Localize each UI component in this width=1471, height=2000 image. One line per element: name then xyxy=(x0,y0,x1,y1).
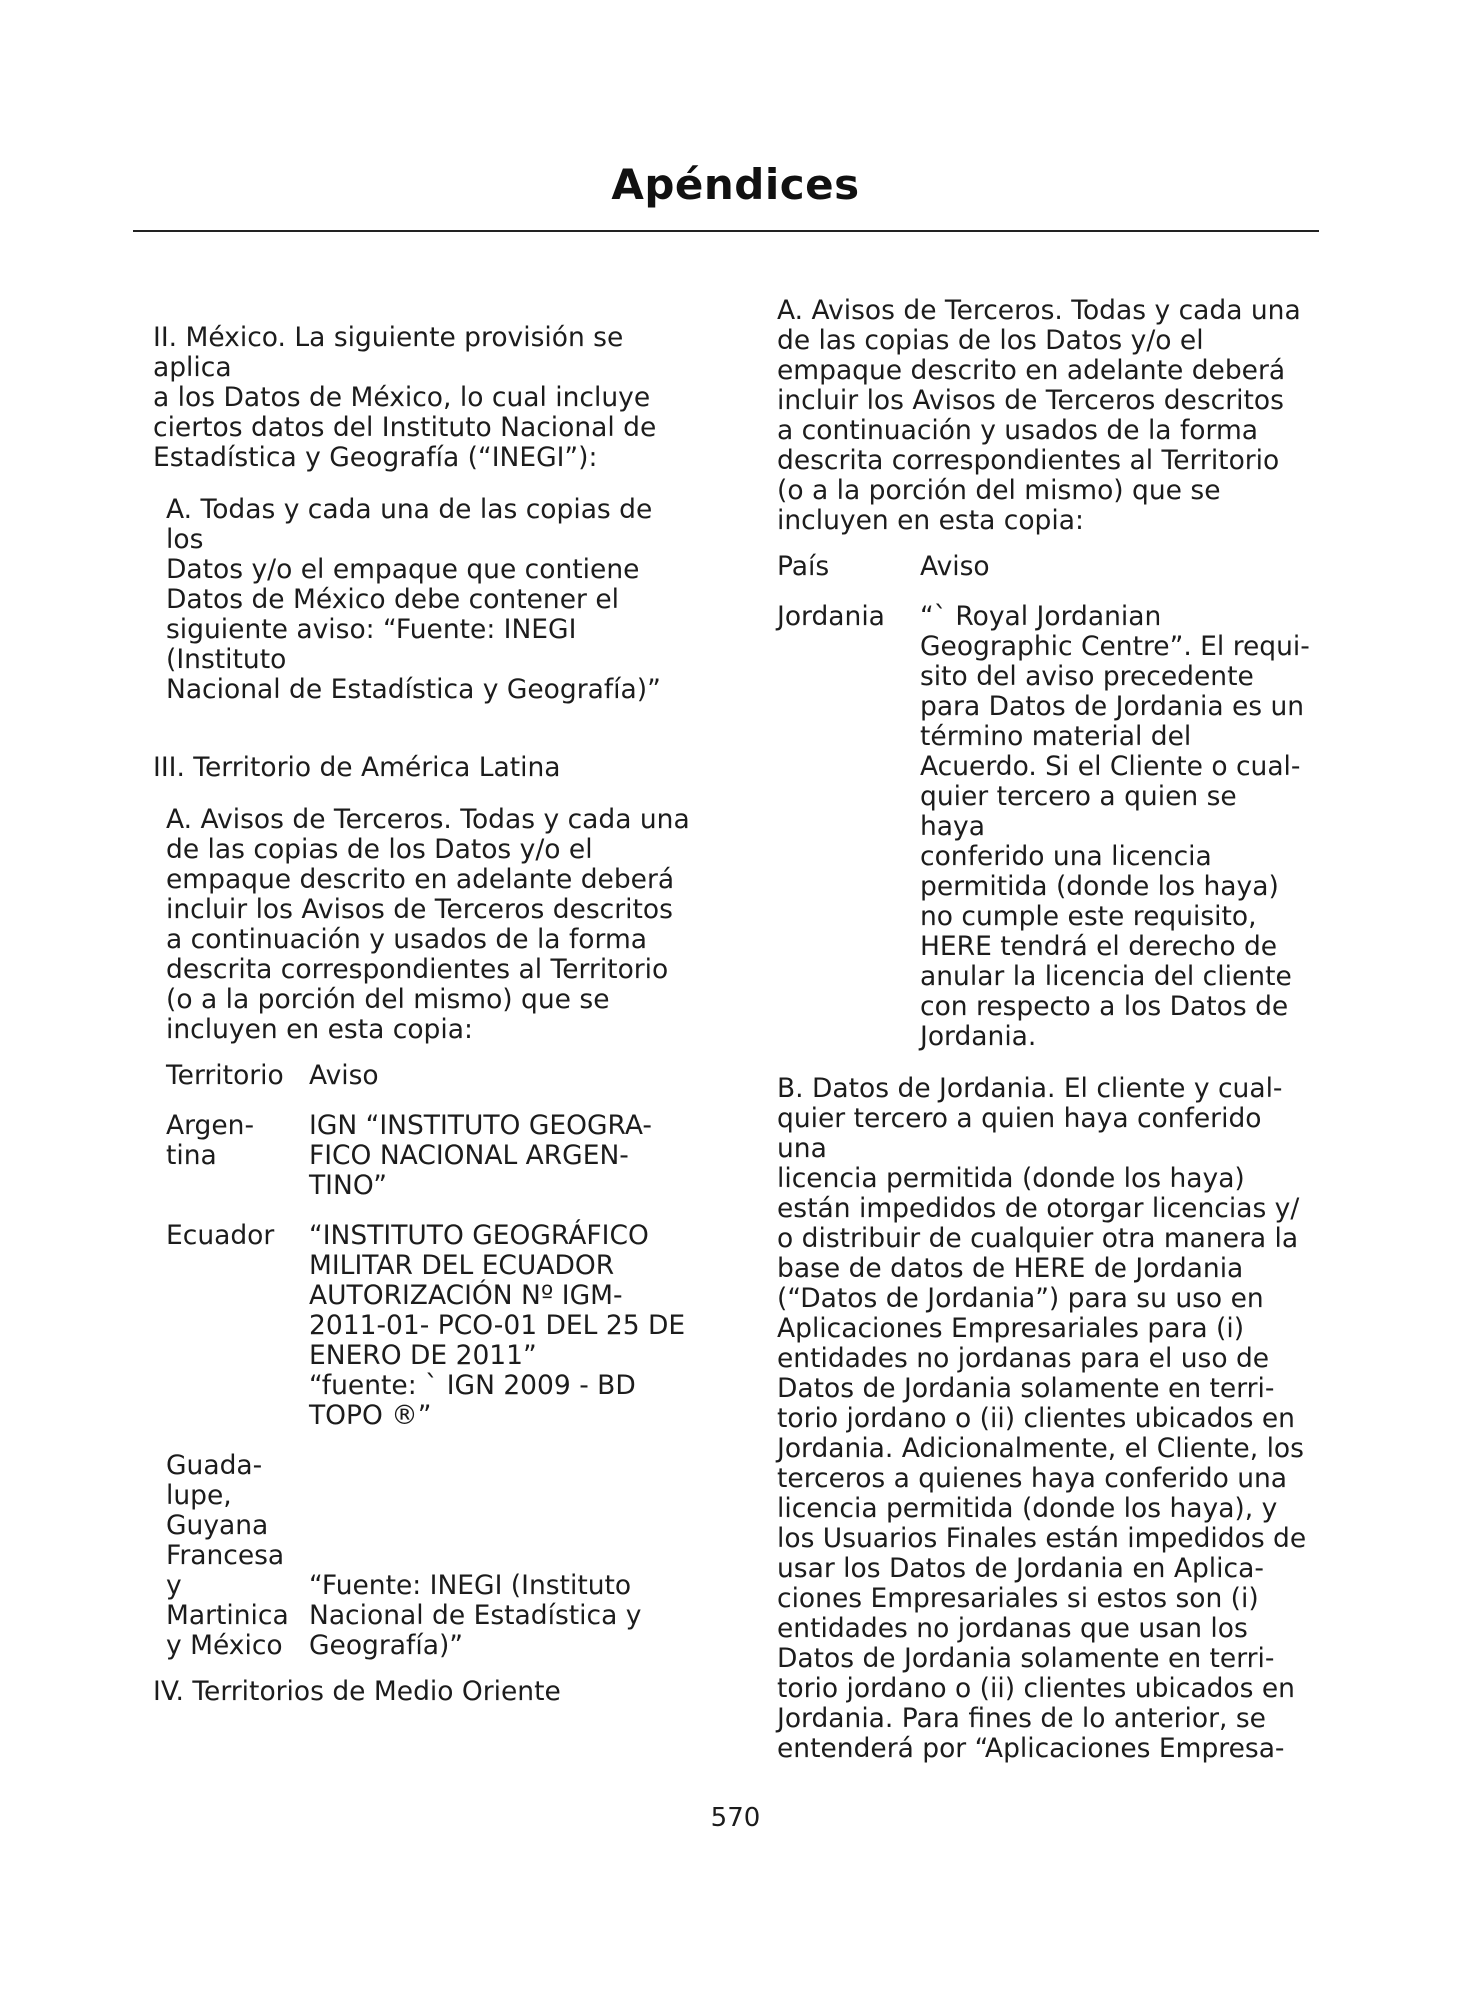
title-divider xyxy=(133,230,1319,232)
territory-cell: Argen- tina xyxy=(166,1110,255,1171)
middle-east-clause-a: A. Avisos de Terceros. Todas y cada una de las copias de los Datos y/o el empaque descrito en adelante deberá incluir los Avisos de Terceros descritos a continuación y usados de la forma descrita correspondientes al Territorio (o a la porción del mismo) que se incluyen en esta copia: xyxy=(777,295,1301,536)
table-row xyxy=(166,1091,689,1201)
page-title: Apéndices xyxy=(611,160,860,209)
table-header-notice: Aviso xyxy=(309,1060,379,1091)
table-row xyxy=(777,582,1310,1052)
notice-cell: “` Royal Jordanian Geographic Centre”. El requi- sito del aviso precedente para Datos de Jordania es un término material del Acuerdo. Si el Cliente o cual- quier tercero a quien se haya conferido una licencia permitida (donde los haya) no cumple este requisito, HERE tendrá el derecho de anular la licencia del cliente con respecto a los Datos de Jordania. xyxy=(920,601,1310,1052)
table-header-row xyxy=(166,1061,689,1091)
table-header-row xyxy=(777,552,1310,582)
table-row xyxy=(166,1431,689,1661)
notice-cell: IGN “INSTITUTO GEOGRA- FICO NACIONAL ARGEN- TINO” xyxy=(309,1110,652,1201)
table-header-country: País xyxy=(777,551,830,582)
jordan-clause-b: B. Datos de Jordania. El cliente y cual- quier tercero a quien haya conferido una licencia permitida (donde los haya) están impedidos de otorgar licencias y/ o distribuir de cualquier otra manera la base de datos de HERE de Jordania (“Datos de Jordania”) para su uso en Aplicaciones Empresariales para (i) entidades no jordanas para el uso de Datos de Jordania solamente en terri- torio jordano o (ii) clientes ubicados en Jordania. Adicionalmente, el Cliente, los terceros a quienes haya conferido una licencia permitida (donde los haya), y los Usuarios Finales están impedidos de usar los Datos de Jordania en Aplica- ciones Empresariales si estos son (i) entidades no jordanas que usan los Datos de Jordania solamente en terri- torio jordano o (ii) clientes ubicados en Jordania. Para fines de lo anterior, se entenderá por “Aplicaciones Empresa- xyxy=(777,1073,1307,1764)
territory-cell: Guada- lupe, Guyana Francesa y Martinica y México xyxy=(166,1450,289,1661)
left-column xyxy=(153,323,698,1707)
table-header-territory: Territorio xyxy=(166,1060,284,1091)
notice-cell: “INSTITUTO GEOGRÁFICO MILITAR DEL ECUADOR AUTORIZACIÓN Nº IGM- 2011-01- PCO-01 DEL 25 DE ENERO DE 2011” “fuente: ` IGN 2009 - BD TOPO ®” xyxy=(309,1220,686,1431)
territory-cell: Ecuador xyxy=(166,1220,275,1251)
country-cell: Jordania xyxy=(777,601,885,632)
right-column xyxy=(777,296,1312,1764)
middle-east-notice-table xyxy=(777,552,1310,1052)
notice-cell: “Fuente: INEGI (Instituto Nacional de Estadística y Geografía)” xyxy=(309,1570,642,1661)
mexico-intro-paragraph: II. México. La siguiente provisión se aplica a los Datos de México, lo cual incluye ciertos datos del Instituto Nacional de Estadística y Geografía (“INEGI”): xyxy=(153,322,657,473)
latam-notice-table xyxy=(166,1061,689,1661)
middle-east-heading: IV. Territorios de Medio Oriente xyxy=(153,1676,561,1707)
latam-heading: III. Territorio de América Latina xyxy=(153,752,561,783)
page-number: 570 xyxy=(710,1803,761,1833)
mexico-clause-a: A. Todas y cada una de las copias de los Datos y/o el empaque que contiene Datos de México debe contener el siguiente aviso: “Fuente: INEGI (Instituto Nacional de Estadística y Geografía)” xyxy=(166,494,661,705)
table-header-notice: Aviso xyxy=(920,551,990,582)
latam-clause-a: A. Avisos de Terceros. Todas y cada una de las copias de los Datos y/o el empaque descrito en adelante deberá incluir los Avisos de Terceros descritos a continuación y usados de la forma descrita correspondientes al Territorio (o a la porción del mismo) que se incluyen en esta copia: xyxy=(166,804,690,1045)
table-row xyxy=(166,1201,689,1431)
